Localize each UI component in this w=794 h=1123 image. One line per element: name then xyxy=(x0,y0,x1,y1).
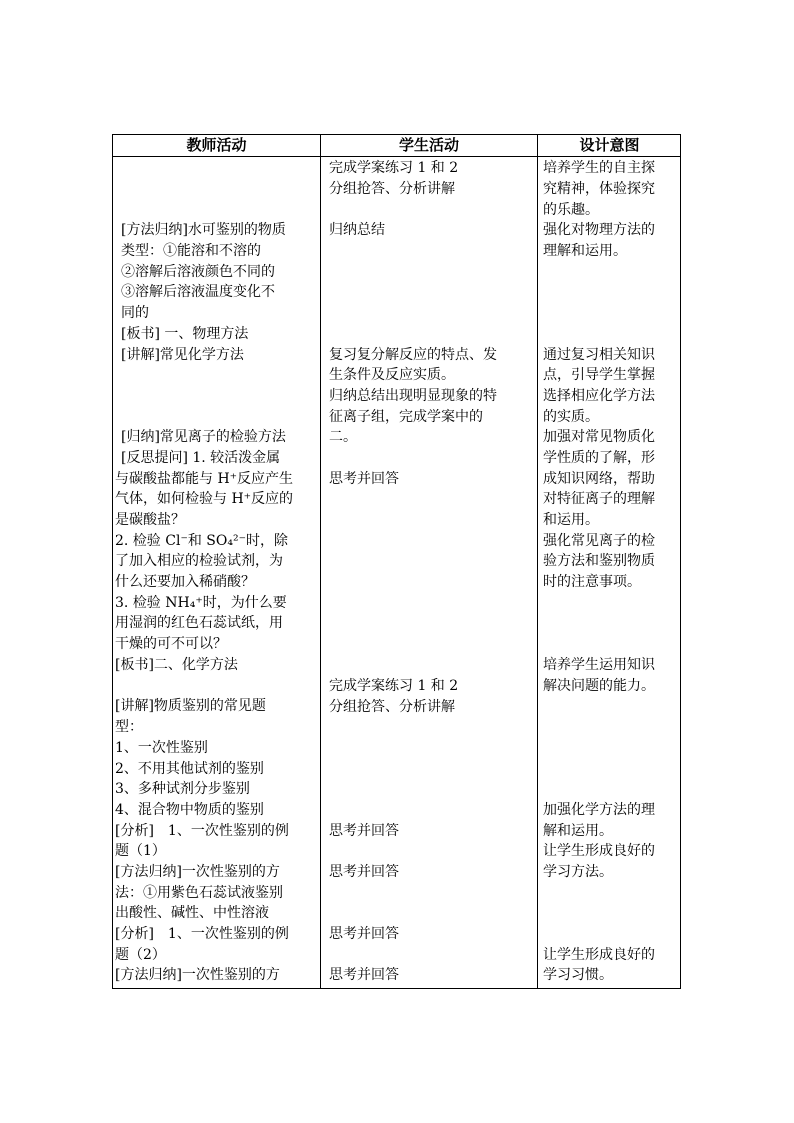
student-text-line: 归纳总结出现明显现象的特 xyxy=(329,388,497,404)
header-teacher-activity: 教师活动 xyxy=(186,136,247,154)
teacher-text-line: 1、一次性鉴别 xyxy=(115,740,208,756)
teacher-text-line: 用湿润的红色石蕊试纸，用 xyxy=(115,615,283,631)
teacher-text-line: 2、不用其他试剂的鉴别 xyxy=(115,761,264,777)
design-text-line: 的乐趣。 xyxy=(543,202,599,218)
teacher-text-line: 什么还要加入稀硝酸？ xyxy=(115,574,255,590)
design-text-line: 解决问题的能力。 xyxy=(543,678,655,694)
design-text-line: 对特征离子的理解 xyxy=(543,491,655,507)
teacher-text-line: 是碳酸盐？ xyxy=(115,512,185,528)
design-text-line: 究精神，体验探究 xyxy=(543,181,655,197)
student-text-line: 完成学案练习 1 和 2 xyxy=(329,160,459,176)
teacher-text-line: 型： xyxy=(115,719,143,735)
design-text-line: 培养学生的自主探 xyxy=(543,160,655,176)
teacher-text-line: 与碳酸盐都能与 H⁺反应产生 xyxy=(115,471,294,487)
teacher-text-line: [方法归纳]水可鉴别的物质 xyxy=(121,222,286,238)
design-text-line: 强化对物理方法的 xyxy=(543,222,655,238)
student-text-line: 完成学案练习 1 和 2 xyxy=(329,678,459,694)
teacher-text-line: [讲解]物质鉴别的常见题 xyxy=(115,698,266,714)
teacher-text-line: 2. 检验 Cl⁻和 SO₄²⁻时，除 xyxy=(115,533,288,549)
student-text-line: 思考并回答 xyxy=(329,471,399,487)
teacher-text-line: 同的 xyxy=(121,305,149,321)
teacher-text-line: [讲解]常见化学方法 xyxy=(121,347,244,363)
student-text-line: 生条件及反应实质。 xyxy=(329,367,455,383)
design-text-line: 点，引导学生掌握 xyxy=(543,367,655,383)
design-text-line: 学习方法。 xyxy=(543,864,613,880)
design-text-line: 理解和运用。 xyxy=(543,243,627,259)
teacher-text-line: 出酸性、碱性、中性溶液 xyxy=(115,905,269,921)
teacher-text-line: 了加入相应的检验试剂，为 xyxy=(115,553,283,569)
teacher-text-line: [板书]二、化学方法 xyxy=(115,657,238,673)
teacher-text-line: [板书] 一、物理方法 xyxy=(121,326,249,342)
teacher-text-line: 题（1） xyxy=(115,843,166,859)
design-text-line: 成知识网络，帮助 xyxy=(543,471,655,487)
design-text-line: 学习习惯。 xyxy=(543,967,613,983)
teacher-text-line: 4、混合物中物质的鉴别 xyxy=(115,802,264,818)
design-text-line: 通过复习相关知识 xyxy=(543,347,655,363)
teacher-text-line: 3. 检验 NH₄⁺时，为什么要 xyxy=(115,595,287,611)
lesson-plan-table xyxy=(112,134,681,989)
teacher-text-line: [反思提问] 1. 较活泼金属 xyxy=(121,450,281,466)
header-student-activity: 学生活动 xyxy=(398,136,459,154)
student-text-line: 思考并回答 xyxy=(329,926,399,942)
design-text-line: 验方法和鉴别物质 xyxy=(543,553,655,569)
column-divider xyxy=(320,135,321,988)
design-text-line: 和运用。 xyxy=(543,512,599,528)
teacher-text-line: 干燥的可不可以？ xyxy=(115,636,227,652)
student-text-line: 思考并回答 xyxy=(329,864,399,880)
student-text-line: 归纳总结 xyxy=(329,222,385,238)
teacher-text-line: 3、多种试剂分步鉴别 xyxy=(115,781,250,797)
student-text-line: 思考并回答 xyxy=(329,967,399,983)
teacher-text-line: 类型：①能溶和不溶的 xyxy=(121,243,261,259)
teacher-text-line: [分析] 1、一次性鉴别的例 xyxy=(115,823,289,839)
student-text-line: 分组抢答、分析讲解 xyxy=(329,181,455,197)
design-text-line: 解和运用。 xyxy=(543,823,613,839)
student-text-line: 征离子组，完成学案中的 xyxy=(329,409,483,425)
design-text-line: 加强化学方法的理 xyxy=(543,802,655,818)
student-text-line: 分组抢答、分析讲解 xyxy=(329,699,455,715)
student-text-line: 二。 xyxy=(329,429,357,445)
teacher-text-line: 气体，如何检验与 H⁺反应的 xyxy=(115,491,294,507)
student-text-line: 思考并回答 xyxy=(329,823,399,839)
teacher-text-line: 法：①用紫色石蕊试液鉴别 xyxy=(115,885,283,901)
teacher-text-line: [方法归纳]一次性鉴别的方 xyxy=(115,967,280,983)
student-text-line: 复习复分解反应的特点、发 xyxy=(329,347,497,363)
design-text-line: 强化常见离子的检 xyxy=(543,533,655,549)
teacher-text-line: ③溶解后溶液温度变化不 xyxy=(121,284,275,300)
teacher-text-line: [方法归纳]一次性鉴别的方 xyxy=(115,864,280,880)
header-divider xyxy=(113,156,680,157)
design-text-line: 学性质的了解，形 xyxy=(543,450,655,466)
teacher-text-line: ②溶解后溶液颜色不同的 xyxy=(121,264,275,280)
design-text-line: 让学生形成良好的 xyxy=(543,843,655,859)
teacher-text-line: [分析] 1、一次性鉴别的例 xyxy=(115,926,289,942)
design-text-line: 选择相应化学方法 xyxy=(543,388,655,404)
design-text-line: 加强对常见物质化 xyxy=(543,429,655,445)
teacher-text-line: 题（2） xyxy=(115,947,166,963)
design-text-line: 让学生形成良好的 xyxy=(543,947,655,963)
design-text-line: 培养学生运用知识 xyxy=(543,657,655,673)
header-design-intent: 设计意图 xyxy=(579,136,640,154)
column-divider xyxy=(537,135,538,988)
teacher-text-line: [归纳]常见离子的检验方法 xyxy=(121,429,286,445)
design-text-line: 的实质。 xyxy=(543,409,599,425)
design-text-line: 时的注意事项。 xyxy=(543,574,641,590)
